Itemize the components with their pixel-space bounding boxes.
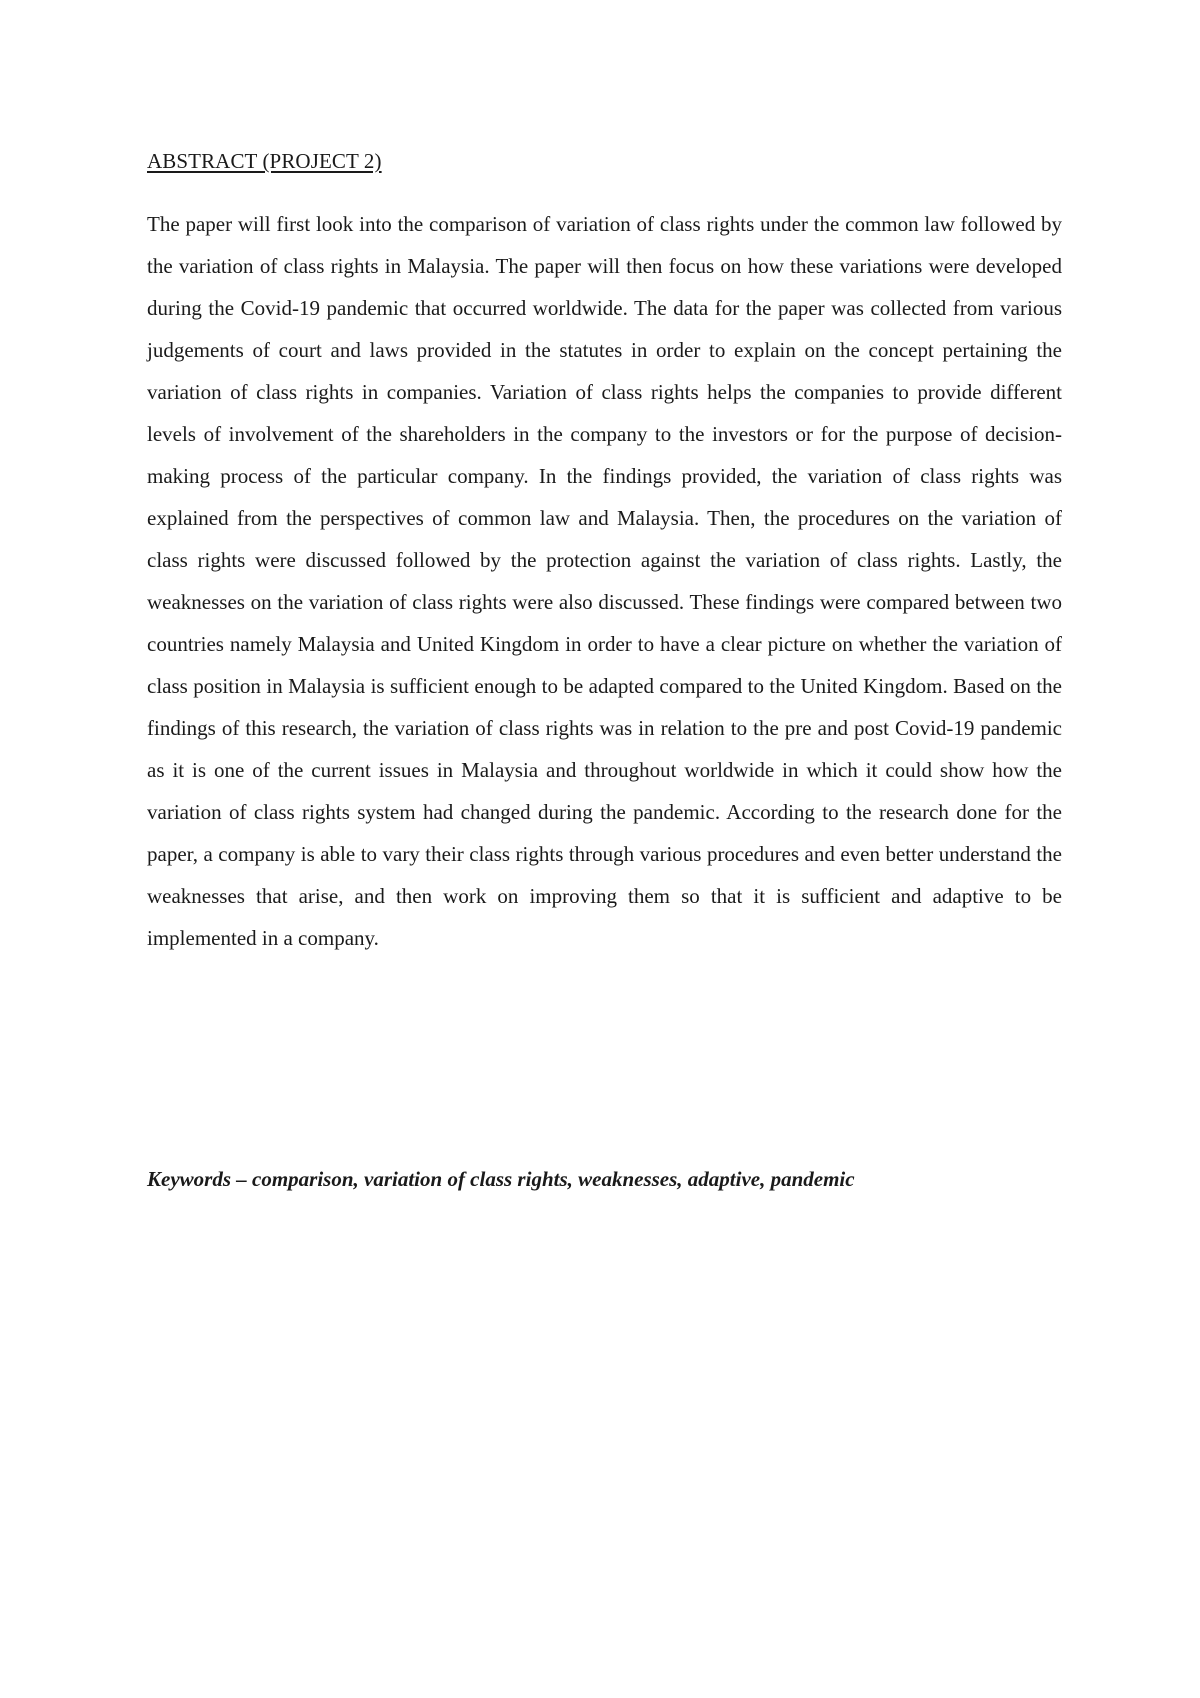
keywords-line: Keywords – comparison, variation of class rights, weaknesses, adaptive, pandemic	[147, 1167, 855, 1191]
abstract-heading: ABSTRACT (PROJECT 2)	[147, 149, 382, 173]
abstract-paragraph: The paper will first look into the comparison of variation of class rights under the common law followed by the variation of class rights in Malaysia. The paper will then focus on how these variations were developed during the Covid-19 pandemic that occurred worldwide. The data for the paper was collected from various judgements of court and laws provided in the statutes in order to explain on the concept pertaining the variation of class rights in companies. Variation of class rights helps the companies to provide different levels of involvement of the shareholders in the company to the investors or for the purpose of decision-making process of the particular company. In the findings provided, the variation of class rights was explained from the perspectives of common law and Malaysia. Then, the procedures on the variation of class rights were discussed followed by the protection against the variation of class rights. Lastly, the weaknesses on the variation of class rights were also discussed. These findings were compared between two countries namely Malaysia and United Kingdom in order to have a clear picture on whether the variation of class position in Malaysia is sufficient enough to be adapted compared to the United Kingdom. Based on the findings of this research, the variation of class rights was in relation to the pre and post Covid-19 pandemic as it is one of the current issues in Malaysia and throughout worldwide in which it could show how the variation of class rights system had changed during the pandemic. According to the research done for the paper, a company is able to vary their class rights through various procedures and even better understand the weaknesses that arise, and then work on improving them so that it is sufficient and adaptive to be implemented in a company.	[147, 212, 1062, 950]
